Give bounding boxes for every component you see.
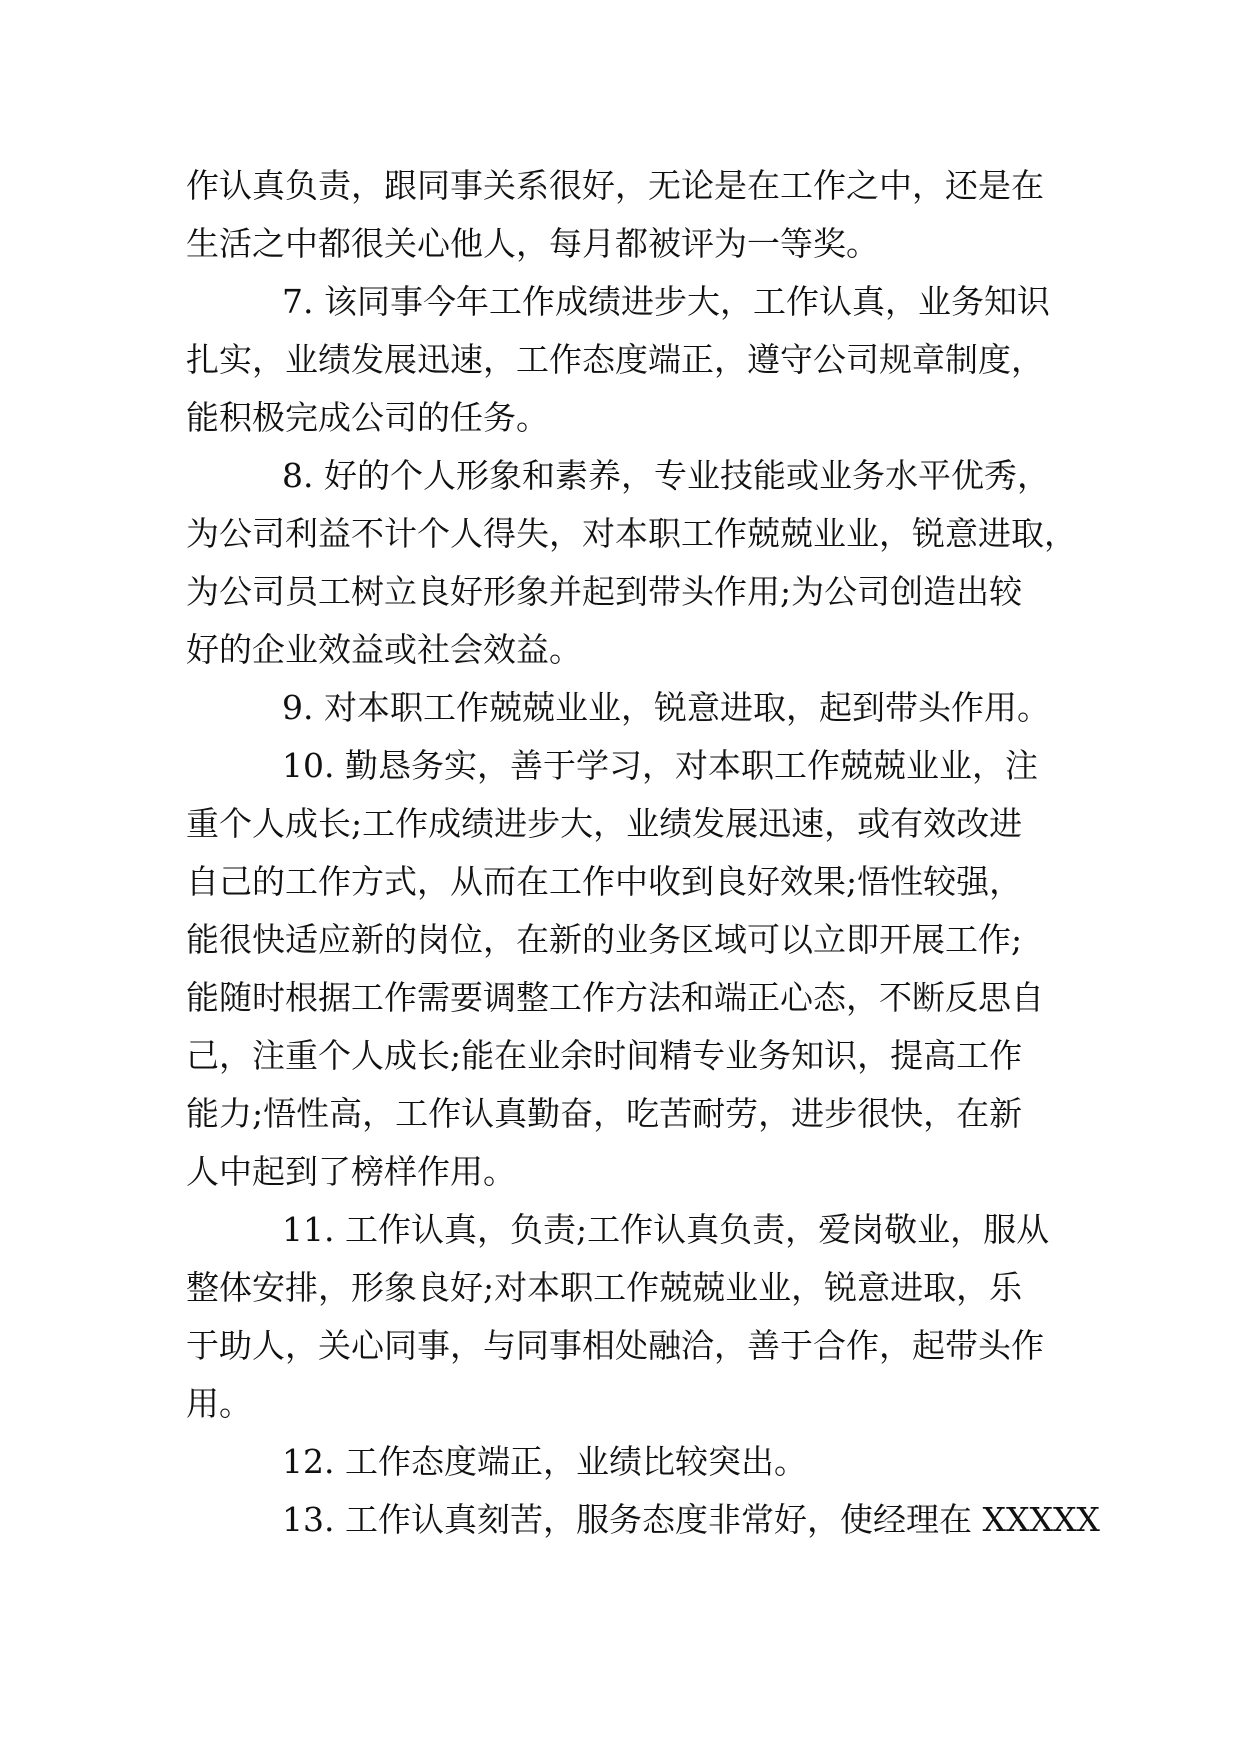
- text-line: 7. 该同事今年工作成绩进步大，工作认真，业务知识: [282, 282, 1050, 321]
- text-line: 作认真负责，跟同事关系很好，无论是在工作之中，还是在: [186, 166, 1044, 205]
- text-line: 生活之中都很关心他人，每月都被评为一等奖。: [186, 224, 879, 263]
- text-line: 能随时根据工作需要调整工作方法和端正心态，不断反思自: [186, 978, 1044, 1017]
- text-line: 10. 勤恳务实，善于学习，对本职工作兢兢业业，注: [282, 746, 1038, 785]
- text-line: 重个人成长;工作成绩进步大，业绩发展迅速，或有效改进: [186, 804, 1023, 843]
- text-line: 11. 工作认真，负责;工作认真负责，爱岗敬业，服从: [282, 1210, 1050, 1249]
- text-line: 扎实，业绩发展迅速，工作态度端正，遵守公司规章制度，: [186, 340, 1044, 379]
- text-line: 于助人，关心同事，与同事相处融洽，善于合作，起带头作: [186, 1326, 1044, 1365]
- text-line: 能力;悟性高，工作认真勤奋，吃苦耐劳，进步很快，在新: [186, 1094, 1023, 1133]
- text-line: 9. 对本职工作兢兢业业，锐意进取，起到带头作用。: [282, 688, 1050, 727]
- text-line: 能很快适应新的岗位，在新的业务区域可以立即开展工作;: [186, 920, 1023, 959]
- text-line: 12. 工作态度端正，业绩比较突出。: [282, 1442, 807, 1481]
- text-line: 整体安排，形象良好;对本职工作兢兢业业，锐意进取，乐: [186, 1268, 1023, 1307]
- text-line: 用。: [186, 1384, 252, 1423]
- text-line: 13. 工作认真刻苦，服务态度非常好，使经理在 XXXXX: [282, 1500, 1100, 1539]
- text-line: 为公司利益不计个人得失，对本职工作兢兢业业，锐意进取，: [186, 514, 1077, 553]
- text-line: 人中起到了榜样作用。: [186, 1152, 516, 1191]
- text-line: 8. 好的个人形象和素养，专业技能或业务水平优秀，: [282, 456, 1050, 495]
- text-line: 为公司员工树立良好形象并起到带头作用;为公司创造出较: [186, 572, 1023, 611]
- text-line: 好的企业效益或社会效益。: [186, 630, 582, 669]
- text-line: 自己的工作方式，从而在工作中收到良好效果;悟性较强，: [186, 862, 1023, 901]
- text-line: 能积极完成公司的任务。: [186, 398, 549, 437]
- text-line: 己，注重个人成长;能在业余时间精专业务知识，提高工作: [186, 1036, 1023, 1075]
